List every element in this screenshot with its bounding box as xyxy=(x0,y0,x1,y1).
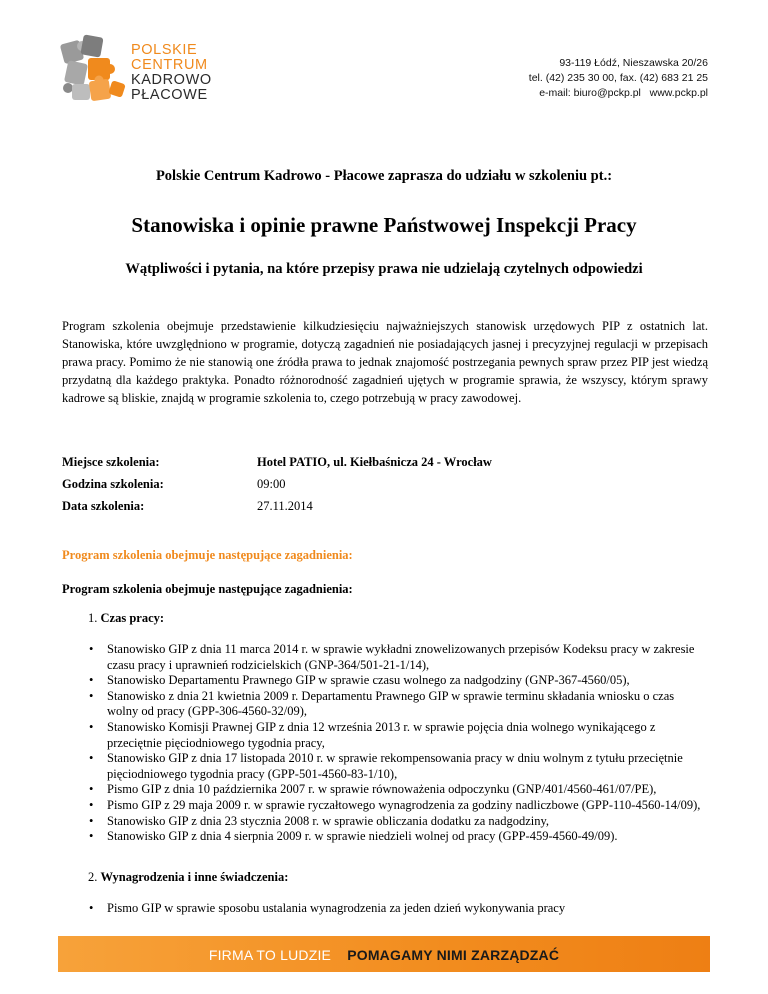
contact-email-web: e-mail: biuro@pckp.pl www.pckp.pl xyxy=(539,87,708,99)
contact-address: 93-119 Łódź, Nieszawska 20/26 xyxy=(559,57,708,69)
section-1-list xyxy=(88,642,708,845)
logo-line: KADROWO xyxy=(131,72,212,88)
time-label: Godzina szkolenia: xyxy=(62,476,164,491)
section-heading-1 xyxy=(88,611,164,626)
list-item: • Pismo GIP w sprawie sposobu ustalania wynagrodzenia za jeden dzień wykonywania pracy xyxy=(88,901,708,917)
program-heading: Program szkolenia obejmuje następujące zagadnienia: xyxy=(62,582,353,596)
footer-banner xyxy=(58,936,710,972)
list-item: • Stanowisko GIP z dnia 17 listopada 2010 r. w sprawie rekompensowania pracy w dniu wolnym z tytułu przeciętnie pięciodniowego tygodnia pracy (GPP-501-4560-83-1/10), xyxy=(88,751,708,782)
list-item: • Stanowisko GIP z dnia 4 sierpnia 2009 r. w sprawie niedzieli wolnej od pracy (GPP-459-4560-49/09). xyxy=(88,829,708,845)
list-item: • Stanowisko GIP z dnia 23 stycznia 2008 r. w sprawie obliczania dodatku za nadgodziny, xyxy=(88,814,708,830)
section-title: Wynagrodzenia i inne świadczenia: xyxy=(100,870,289,884)
invitation-line: Polskie Centrum Kadrowo - Płacowe zaprasza do udziału w szkoleniu pt.: xyxy=(155,168,613,184)
section-number: 1. xyxy=(88,611,98,625)
list-item: • Pismo GIP z 29 maja 2009 r. w sprawie ryczałtowego wynagrodzenia za godziny nadliczbowe (GPP-110-4560-14/09), xyxy=(88,798,708,814)
logo-line: POLSKIE xyxy=(131,42,198,58)
logo-line: CENTRUM xyxy=(131,57,208,73)
training-title: Stanowiska i opinie prawne Państwowej Inspekcji Pracy xyxy=(131,213,637,237)
logo-line: PŁACOWE xyxy=(131,87,208,103)
contact-block xyxy=(529,56,708,101)
training-subtitle: Wątpliwości i pytania, na które przepisy prawa nie udzielają czytelnych odpowiedzi xyxy=(125,261,643,277)
program-heading-accent: Program szkolenia obejmuje następujące zagadnienia: xyxy=(62,548,353,562)
list-item: • Stanowisko GIP z dnia 11 marca 2014 r. w sprawie wykładni znowelizowanych przepisów Kodeksu pracy w zakresie czasu pracy i uprawnień rodzicielskich (GNP-364/501-21-1/14), xyxy=(88,642,708,673)
section-title: Czas pracy: xyxy=(100,611,165,625)
section-heading-2 xyxy=(88,870,288,885)
detail-row-place xyxy=(62,451,708,473)
detail-row-time xyxy=(62,473,708,495)
puzzle-logo-icon xyxy=(58,32,130,104)
date-value: 27.11.2014 xyxy=(257,498,313,513)
section-number: 2. xyxy=(88,870,98,884)
place-value: Hotel PATIO, ul. Kiełbaśnicza 24 - Wrocław xyxy=(257,454,492,469)
intro-paragraph: Program szkolenia obejmuje przedstawienie kilkudziesięciu najważniejszych stanowisk urzędowych PIP z ostatnich lat. Stanowiska, które uwzględniono w programie, dotyczą zagadnień nie posiadających jasnej i precyzyjnej regulacji w przepisach prawa pracy. Pomimo że nie stanowią one źródła prawa to jednak znajomość postrzegania pewnych spraw przez PIP jest wiedzą przydatną dla każdego praktyka. Ponadto różnorodność zagadnień ujętych w programie sprawia, że wszyscy, którym sprawy kadrowe są bliskie, znajdą w programie szkolenia to, czego potrzebują w pracy zawodowej. xyxy=(62,319,708,405)
list-item: • Stanowisko Departamentu Prawnego GIP w sprawie czasu wolnego za nadgodziny (GNP-367-4560/05), xyxy=(88,673,708,689)
list-item: • Stanowisko Komisji Prawnej GIP z dnia 12 września 2013 r. w sprawie pojęcia dnia wolnego wynikającego z przeciętnie pięciodniowego tygodnia pracy, xyxy=(88,720,708,751)
list-item: • Stanowisko z dnia 21 kwietnia 2009 r. Departamentu Prawnego GIP w sprawie terminu składania wniosku o czas wolny od pracy (GPP-306-4560-32/09), xyxy=(88,689,708,720)
company-logo xyxy=(58,32,218,104)
time-value: 09:00 xyxy=(257,476,286,491)
contact-phone: tel. (42) 235 30 00, fax. (42) 683 21 25 xyxy=(528,72,708,84)
logo-wordmark xyxy=(131,43,212,103)
section-2-list xyxy=(88,901,708,917)
footer-slogan xyxy=(58,947,710,963)
training-details xyxy=(62,451,708,517)
footer-slogan-right: POMAGAMY NIMI ZARZĄDZAĆ xyxy=(347,947,560,963)
place-label: Miejsce szkolenia: xyxy=(62,454,160,469)
detail-row-date xyxy=(62,495,708,517)
list-item: • Pismo GIP z dnia 10 października 2007 r. w sprawie równoważenia odpoczynku (GNP/401/4560-461/07/PE), xyxy=(88,782,708,798)
date-label: Data szkolenia: xyxy=(62,498,145,513)
footer-slogan-left: FIRMA TO LUDZIE xyxy=(208,947,332,963)
